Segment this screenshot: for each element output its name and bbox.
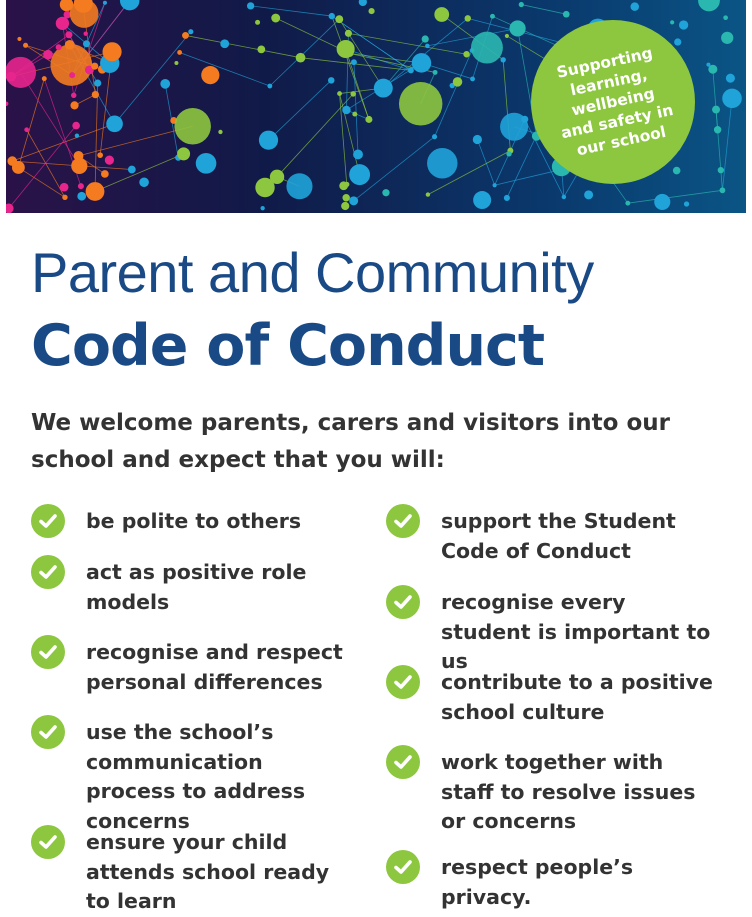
network-node (70, 101, 78, 109)
network-node (328, 77, 335, 84)
network-node (337, 91, 342, 96)
network-node (500, 57, 505, 62)
network-node (128, 166, 136, 174)
network-node (382, 189, 389, 196)
network-node (470, 77, 475, 82)
network-node (286, 173, 312, 199)
network-node (399, 82, 442, 125)
network-node (630, 2, 639, 11)
network-node (50, 44, 92, 86)
network-node (349, 164, 370, 185)
network-node (335, 15, 343, 23)
network-node (91, 63, 98, 70)
network-node (673, 167, 681, 175)
network-node (726, 74, 735, 83)
list-item-text: act as positive role models (86, 560, 307, 614)
list-item-text: recognise and respect personal differences (86, 640, 343, 694)
list-item (386, 748, 721, 837)
network-node (177, 147, 190, 160)
list-item-text: ensure your child attends school ready to learn (86, 830, 330, 913)
network-node (255, 20, 260, 25)
check-circle-icon (386, 585, 420, 619)
network-node (345, 30, 352, 37)
network-node (426, 192, 430, 196)
network-node (674, 38, 681, 45)
header-banner (6, 0, 746, 213)
network-node (270, 170, 284, 184)
network-node (42, 76, 47, 81)
check-circle-icon (31, 555, 65, 589)
network-node (352, 112, 357, 117)
network-node (101, 170, 109, 178)
network-node (434, 7, 449, 22)
network-node (408, 67, 414, 73)
network-node (78, 183, 84, 189)
network-node (139, 177, 149, 187)
network-node (62, 195, 67, 200)
network-node (521, 116, 528, 123)
network-node (563, 11, 570, 18)
badge-circle (531, 20, 695, 184)
network-node (684, 201, 689, 206)
check-circle-icon (386, 850, 420, 884)
network-node (70, 0, 99, 28)
network-node (425, 44, 430, 49)
check-circle-icon (31, 504, 65, 538)
list-item (31, 828, 356, 917)
network-node (160, 79, 170, 89)
network-node (654, 194, 670, 210)
network-node (12, 161, 25, 174)
network-node (473, 191, 491, 209)
network-node (720, 187, 726, 193)
network-node (75, 133, 79, 137)
network-node (344, 182, 349, 187)
network-node (679, 20, 688, 29)
network-node (56, 44, 62, 50)
check-circle-icon (31, 715, 65, 749)
check-circle-icon (31, 825, 65, 859)
list-item (31, 638, 356, 697)
network-node (69, 72, 75, 78)
network-node (351, 59, 357, 65)
list-item (386, 668, 721, 727)
network-node (201, 66, 219, 84)
network-node (23, 43, 28, 48)
network-node (72, 122, 80, 130)
network-node (86, 182, 105, 201)
network-node (493, 183, 497, 187)
network-node (296, 53, 306, 63)
network-node (721, 32, 733, 44)
network-node (625, 201, 630, 206)
network-node (247, 2, 254, 9)
network-node (718, 167, 724, 173)
network-node (562, 195, 567, 200)
network-node (188, 29, 193, 34)
network-node (433, 70, 438, 75)
network-node (519, 2, 524, 7)
network-node (473, 135, 482, 144)
network-node (505, 34, 509, 38)
network-node (84, 31, 88, 35)
intro-text: We welcome parents, carers and visitors into our school and expect that you will: (31, 410, 670, 473)
network-node (369, 8, 375, 14)
list-item (386, 588, 721, 677)
network-node (337, 40, 355, 58)
network-node (17, 37, 21, 41)
network-node (106, 115, 123, 132)
network-node (103, 1, 107, 5)
network-node (712, 106, 720, 114)
badge-text: Supporting learning, wellbeing and safety in our school (555, 43, 675, 160)
list-item-text: work together with staff to resolve issues or concerns (441, 750, 696, 833)
network-node (6, 57, 36, 88)
network-node (670, 20, 674, 24)
network-node (342, 194, 349, 201)
network-node (349, 196, 358, 205)
network-node (83, 40, 90, 47)
network-node (374, 79, 393, 98)
network-node (350, 91, 356, 97)
list-item (31, 507, 356, 538)
network-node (71, 158, 87, 174)
network-node (71, 93, 76, 98)
check-circle-icon (386, 504, 420, 538)
list-item (386, 853, 721, 912)
network-node (259, 131, 278, 150)
network-node (94, 80, 101, 87)
list-item-text: recognise every student is important to us (441, 590, 711, 673)
network-node (342, 106, 350, 114)
network-node (56, 17, 69, 30)
network-node (422, 35, 429, 42)
network-node (97, 152, 103, 158)
network-node (220, 39, 229, 48)
network-node (723, 15, 728, 20)
network-node (65, 31, 72, 38)
network-node (353, 150, 363, 160)
network-node (714, 126, 721, 133)
network-node (509, 20, 525, 36)
check-circle-icon (386, 745, 420, 779)
network-node (174, 61, 178, 65)
network-node (453, 77, 463, 87)
network-node (506, 151, 511, 156)
network-node (43, 50, 53, 60)
page-title-line1: Parent and Community (31, 241, 594, 304)
network-node (60, 183, 69, 192)
network-node (105, 156, 114, 165)
network-node (341, 202, 349, 210)
list-item (386, 507, 721, 566)
list-item-text: use the school’s communication process to address concerns (86, 720, 306, 833)
network-node (260, 206, 264, 210)
check-circle-icon (386, 665, 420, 699)
page-title-line2: Code of Conduct (31, 313, 545, 379)
network-node (365, 116, 372, 123)
network-node (177, 50, 182, 55)
list-item (31, 718, 356, 836)
list-item-text: be polite to others (86, 509, 302, 533)
network-node (722, 89, 742, 109)
list-item (31, 558, 356, 617)
network-node (427, 148, 457, 178)
network-node (465, 15, 471, 21)
network-node (432, 134, 437, 139)
network-node (412, 53, 431, 72)
network-node (102, 42, 121, 61)
network-node (271, 14, 280, 23)
network-node (77, 192, 86, 201)
network-node (182, 32, 189, 39)
list-item-text: support the Student Code of Conduct (441, 509, 676, 563)
network-node (471, 32, 503, 64)
network-node (706, 63, 710, 67)
network-node (329, 13, 335, 19)
network-node (196, 153, 217, 174)
network-node (504, 195, 510, 201)
check-circle-icon (31, 635, 65, 669)
network-node (174, 108, 210, 144)
list-item-text: respect people’s privacy. (441, 855, 634, 909)
network-node (463, 51, 469, 57)
network-node (257, 45, 265, 53)
network-node (490, 14, 495, 19)
list-item-text: contribute to a positive school culture (441, 670, 713, 724)
network-node (267, 84, 272, 89)
network-node (218, 130, 222, 134)
network-node (584, 190, 593, 199)
network-node (24, 127, 29, 132)
network-node (92, 91, 99, 98)
